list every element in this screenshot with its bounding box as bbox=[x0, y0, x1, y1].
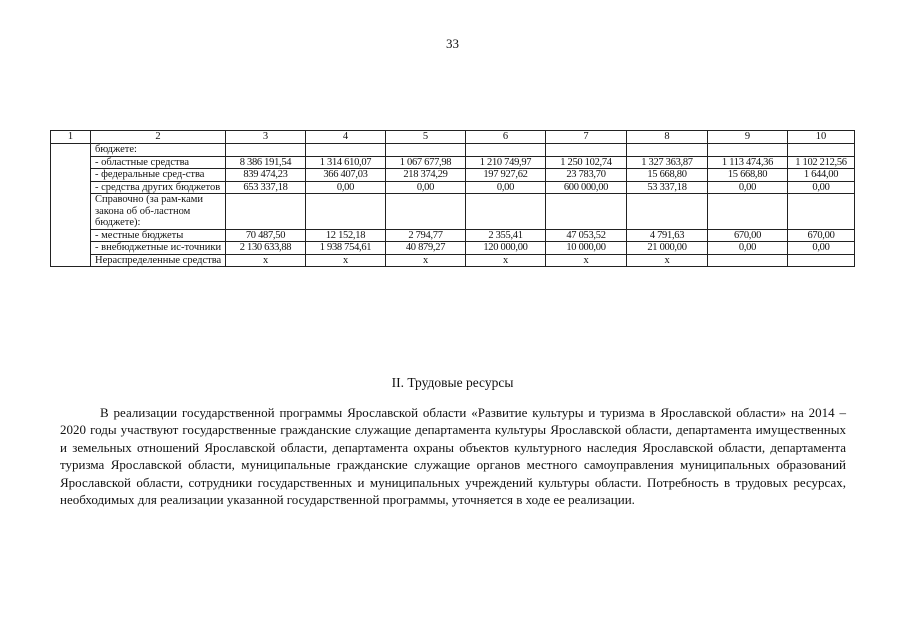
value-cell: 600 000,00 bbox=[546, 181, 627, 194]
value-cell bbox=[466, 144, 546, 157]
value-cell bbox=[386, 194, 466, 230]
value-cell: 21 000,00 bbox=[627, 242, 708, 255]
column-header: 7 bbox=[546, 131, 627, 144]
budget-table bbox=[50, 130, 855, 267]
value-cell bbox=[306, 144, 386, 157]
row-label: - средства других бюджетов bbox=[91, 181, 226, 194]
value-cell: 1 938 754,61 bbox=[306, 242, 386, 255]
value-cell: 120 000,00 bbox=[466, 242, 546, 255]
value-cell: 197 927,62 bbox=[466, 169, 546, 182]
value-cell: 0,00 bbox=[788, 242, 855, 255]
value-cell bbox=[788, 194, 855, 230]
value-cell: 15 668,80 bbox=[708, 169, 788, 182]
value-cell: 0,00 bbox=[708, 242, 788, 255]
value-cell bbox=[788, 254, 855, 267]
table-row bbox=[51, 242, 855, 255]
value-cell: х bbox=[546, 254, 627, 267]
column-header: 2 bbox=[91, 131, 226, 144]
value-cell: х bbox=[386, 254, 466, 267]
row-label: - внебюджетные ис-точники bbox=[91, 242, 226, 255]
value-cell: 15 668,80 bbox=[627, 169, 708, 182]
value-cell: 2 130 633,88 bbox=[226, 242, 306, 255]
value-cell: 2 794,77 bbox=[386, 229, 466, 242]
value-cell: 53 337,18 bbox=[627, 181, 708, 194]
value-cell: 12 152,18 bbox=[306, 229, 386, 242]
value-cell: 670,00 bbox=[708, 229, 788, 242]
row-label: - местные бюджеты bbox=[91, 229, 226, 242]
value-cell: 47 053,52 bbox=[546, 229, 627, 242]
value-cell: 1 644,00 bbox=[788, 169, 855, 182]
row-label: - областные средства bbox=[91, 156, 226, 169]
table-row bbox=[51, 144, 855, 157]
value-cell bbox=[466, 194, 546, 230]
value-cell bbox=[627, 144, 708, 157]
value-cell bbox=[627, 194, 708, 230]
value-cell bbox=[546, 194, 627, 230]
table-row bbox=[51, 181, 855, 194]
value-cell: 0,00 bbox=[306, 181, 386, 194]
value-cell: х bbox=[627, 254, 708, 267]
table-header-row bbox=[51, 131, 855, 144]
table-row bbox=[51, 169, 855, 182]
value-cell: 0,00 bbox=[466, 181, 546, 194]
value-cell bbox=[546, 144, 627, 157]
value-cell: 0,00 bbox=[386, 181, 466, 194]
value-cell bbox=[306, 194, 386, 230]
value-cell bbox=[708, 144, 788, 157]
value-cell: 10 000,00 bbox=[546, 242, 627, 255]
row-label: Нераспределенные средства bbox=[91, 254, 226, 267]
page-number: 33 bbox=[446, 36, 459, 51]
value-cell: 70 487,50 bbox=[226, 229, 306, 242]
row-label: бюджете: bbox=[91, 144, 226, 157]
value-cell bbox=[708, 254, 788, 267]
table-row bbox=[51, 194, 855, 230]
table-row bbox=[51, 229, 855, 242]
column-header: 5 bbox=[386, 131, 466, 144]
value-cell bbox=[226, 144, 306, 157]
table-row bbox=[51, 254, 855, 267]
column-header: 8 bbox=[627, 131, 708, 144]
column-header: 1 bbox=[51, 131, 91, 144]
value-cell: 8 386 191,54 bbox=[226, 156, 306, 169]
row-number-cell bbox=[51, 144, 91, 267]
value-cell: 218 374,29 bbox=[386, 169, 466, 182]
section-title: II. Трудовые ресурсы bbox=[391, 375, 514, 390]
value-cell: 2 355,41 bbox=[466, 229, 546, 242]
value-cell: х bbox=[226, 254, 306, 267]
column-header: 4 bbox=[306, 131, 386, 144]
value-cell: х bbox=[306, 254, 386, 267]
value-cell bbox=[226, 194, 306, 230]
value-cell: 1 113 474,36 bbox=[708, 156, 788, 169]
value-cell: 40 879,27 bbox=[386, 242, 466, 255]
value-cell: 4 791,63 bbox=[627, 229, 708, 242]
value-cell: 366 407,03 bbox=[306, 169, 386, 182]
column-header: 9 bbox=[708, 131, 788, 144]
value-cell: 1 250 102,74 bbox=[546, 156, 627, 169]
value-cell: 0,00 bbox=[708, 181, 788, 194]
value-cell bbox=[788, 144, 855, 157]
value-cell: 1 327 363,87 bbox=[627, 156, 708, 169]
column-header: 6 bbox=[466, 131, 546, 144]
value-cell: 0,00 bbox=[788, 181, 855, 194]
value-cell: х bbox=[466, 254, 546, 267]
value-cell: 1 210 749,97 bbox=[466, 156, 546, 169]
value-cell: 653 337,18 bbox=[226, 181, 306, 194]
value-cell: 670,00 bbox=[788, 229, 855, 242]
value-cell: 1 067 677,98 bbox=[386, 156, 466, 169]
body-paragraph: В реализации государственной программы Ярославской области «Развитие культуры и туризма в Ярославской области» на 2014 – 2020 годы участвуют государственные гражданские служащие департамента культуры Ярославской области, департамента имущественных и земельных отношений Ярославской области, департамента охраны объектов культурного наследия Ярославской области, департамента туризма Ярославской области, муниципальные гражданские служащие органов местного самоуправления муниципальных образований Ярославской области, сотрудники государственных и муниципальных учреждений культуры области. Потребность в трудовых ресурсах, необходимых для реализации указанной государственной программы, уточняется в ходе ее реализации. bbox=[60, 405, 846, 508]
value-cell: 1 102 212,56 bbox=[788, 156, 855, 169]
row-label: Справочно (за рам-ками закона об об-ластном бюджете): bbox=[91, 194, 226, 230]
column-header: 3 bbox=[226, 131, 306, 144]
value-cell: 23 783,70 bbox=[546, 169, 627, 182]
value-cell: 839 474,23 bbox=[226, 169, 306, 182]
value-cell bbox=[708, 194, 788, 230]
value-cell bbox=[386, 144, 466, 157]
row-label: - федеральные сред-ства bbox=[91, 169, 226, 182]
value-cell: 1 314 610,07 bbox=[306, 156, 386, 169]
table-row bbox=[51, 156, 855, 169]
column-header: 10 bbox=[788, 131, 855, 144]
